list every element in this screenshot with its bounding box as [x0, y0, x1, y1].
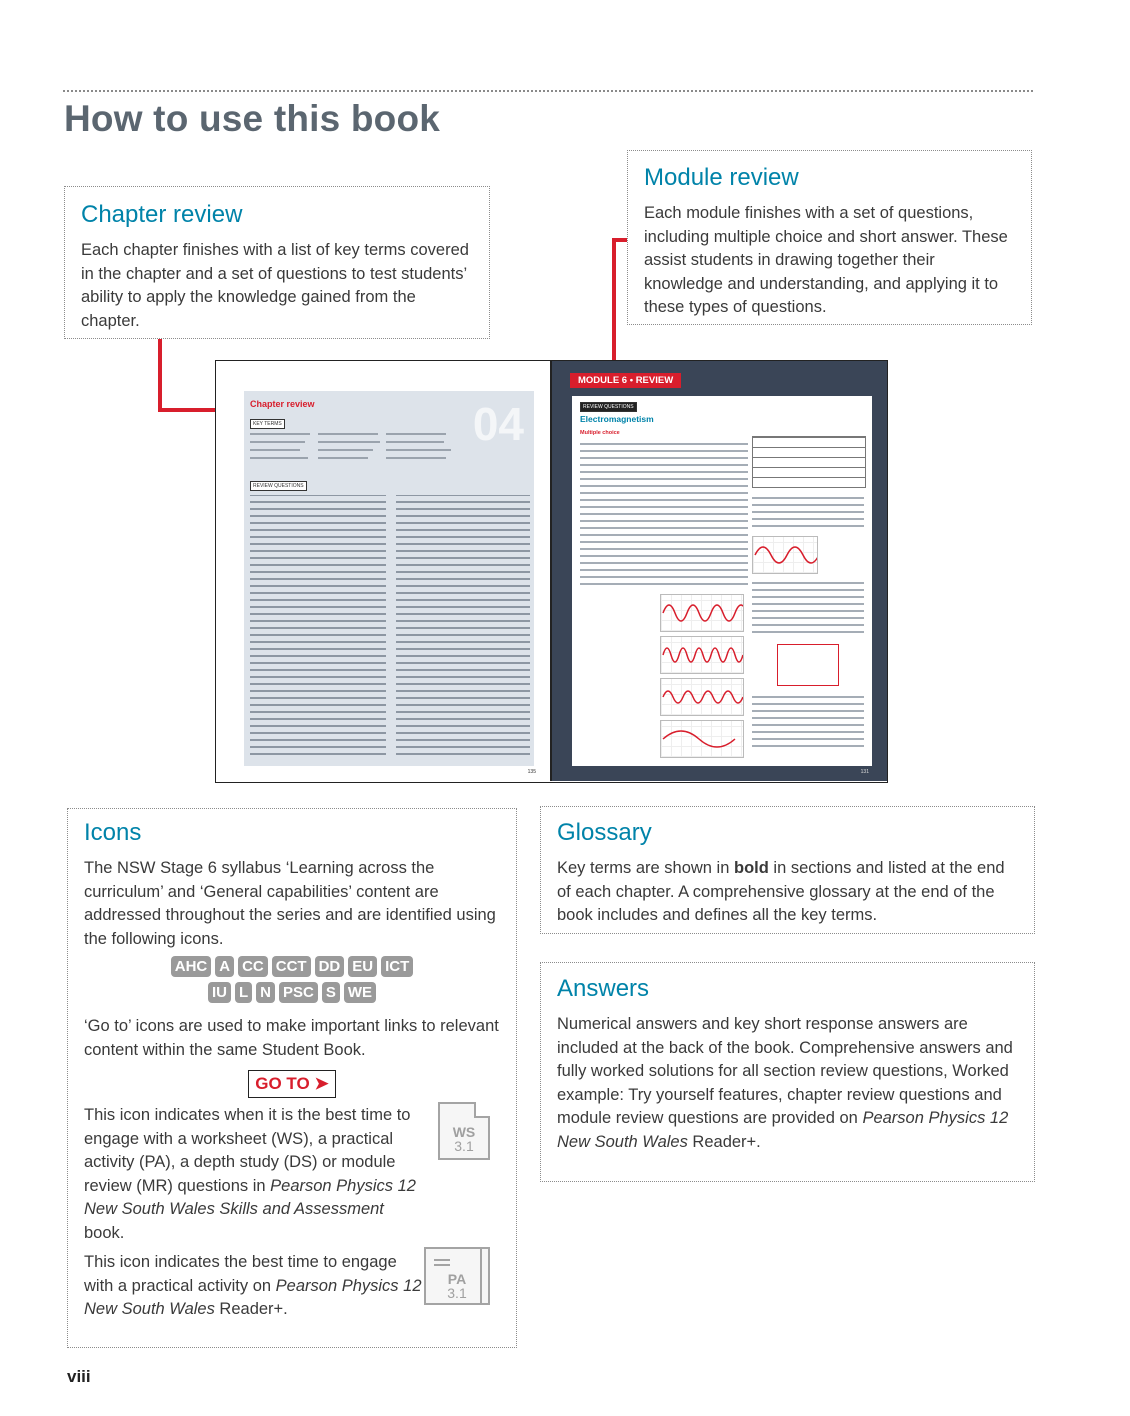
- text-line: [318, 441, 380, 443]
- badge-cct-icon: CCT: [272, 956, 311, 977]
- spread-right-wave-graph-c: [660, 678, 744, 716]
- text-line: [250, 433, 310, 435]
- pa-icon-code: PA: [447, 1271, 467, 1287]
- ws-text-italic: Pearson Physics 12 New South Wales Skills and Assessment: [84, 1176, 416, 1218]
- glossary-text: [557, 857, 1018, 928]
- worksheet-icon-description: [84, 1104, 424, 1245]
- module-review-text: Each module finishes with a set of questions, including multiple choice and short answer. These assist students in drawing together their knowledge and understanding, and applying it to these types of questions.: [644, 204, 1008, 316]
- ws-text-b: book.: [84, 1223, 125, 1242]
- ws-icon-code: WS: [452, 1124, 476, 1140]
- ws-icon-num: 3.1: [454, 1138, 474, 1154]
- goto-description: ‘Go to’ icons are used to make important links to relevant content within the same Student Book.: [84, 1017, 499, 1059]
- goto-arrow-icon: ➤: [314, 1074, 329, 1093]
- text-line: [386, 441, 444, 443]
- spread-right-title: Electromagnetism: [580, 414, 654, 424]
- badge-ict-icon: ICT: [381, 956, 413, 977]
- badge-dd-icon: DD: [315, 956, 345, 977]
- badge-we-icon: WE: [344, 982, 376, 1003]
- spread-right-panel: [572, 396, 872, 766]
- lines-icon: [434, 1259, 450, 1261]
- badge-row-2: [84, 982, 500, 1003]
- icons-box: [67, 808, 517, 1348]
- pa-text-b: Reader+.: [214, 1300, 288, 1318]
- practical-icon-description: [84, 1251, 424, 1322]
- spread-right-wave-graph: [752, 536, 818, 574]
- badge-n-icon: N: [256, 982, 275, 1003]
- spread-right-text-column-2: [752, 492, 864, 532]
- glossary-text-a: Key terms are shown in: [557, 859, 734, 877]
- practical-activity-document-icon: [424, 1247, 490, 1305]
- module-review-box: [627, 150, 1032, 325]
- goto-icon: [248, 1070, 335, 1098]
- wave-icon: [661, 637, 743, 673]
- badge-s-icon: S: [322, 982, 340, 1003]
- text-line: [318, 433, 378, 435]
- spread-right-page: [552, 361, 887, 781]
- text-line: [386, 449, 451, 451]
- worksheet-document-icon: [438, 1102, 490, 1160]
- spread-review-questions-tag: REVIEW QUESTIONS: [250, 481, 307, 491]
- answers-box: [540, 962, 1035, 1182]
- glossary-heading: Glossary: [557, 819, 652, 846]
- answers-text: [557, 1013, 1018, 1154]
- chapter-connector-vertical: [158, 339, 162, 411]
- glossary-text-bold: bold: [734, 859, 769, 877]
- spread-left-page: [216, 361, 552, 781]
- spread-key-terms-tag: KEY TERMS: [250, 419, 285, 429]
- badge-a-icon: A: [215, 956, 234, 977]
- answers-text-a: Numerical answers and key short response answers are included at the back of the book. Comprehensive answers and fully worked solutions for all section review questions, Worked example: Try yourself features, chapter review questions and module review questions are provided on: [557, 1015, 1013, 1127]
- text-line: [386, 457, 446, 459]
- spread-left-heading: Chapter review: [250, 399, 315, 409]
- badge-l-icon: L: [235, 982, 252, 1003]
- spread-right-wave-graph-d: [660, 720, 744, 758]
- badge-ahc-icon: AHC: [171, 956, 212, 977]
- spread-left-folio: 135: [527, 769, 536, 775]
- text-line: [250, 449, 300, 451]
- chapter-review-heading: Chapter review: [81, 201, 243, 228]
- pa-text-a: This icon indicates the best time to engage with a practical activity on: [84, 1253, 397, 1295]
- badge-cc-icon: CC: [238, 956, 268, 977]
- page-folio: viii: [67, 1367, 91, 1386]
- icons-heading: Icons: [84, 819, 142, 846]
- ws-text-a: This icon indicates when it is the best time to engage with a worksheet (WS), a practical activity (PA), a depth study (DS) or module review (MR) questions in: [84, 1106, 411, 1195]
- spread-chapter-number: 04: [472, 398, 524, 450]
- module-review-heading: Module review: [644, 164, 799, 191]
- wave-icon: [661, 595, 743, 631]
- goto-icon-wrap: [84, 1070, 500, 1098]
- answers-heading: Answers: [557, 975, 650, 1002]
- text-line: [250, 441, 305, 443]
- spread-right-text-column: [580, 440, 748, 590]
- glossary-box: [540, 806, 1035, 934]
- page-title: How to use this book: [64, 98, 441, 139]
- spread-right-text-column-3: [752, 578, 864, 638]
- text-line: [250, 457, 308, 459]
- page-fold-icon: [474, 1102, 490, 1118]
- answers-text-b: Reader+.: [687, 1132, 761, 1151]
- spread-left-panel: [244, 391, 534, 766]
- module-connector-vertical: [612, 238, 616, 366]
- spread-right-tag: REVIEW QUESTIONS: [580, 402, 637, 412]
- pa-icon-num: 3.1: [447, 1285, 467, 1301]
- wave-icon: [661, 679, 743, 715]
- answers-text-italic: Pearson Physics 12 New South Wales: [557, 1109, 1009, 1151]
- spread-right-subtitle: Multiple choice: [580, 430, 620, 436]
- badge-row-1: [84, 956, 500, 977]
- spread-right-text-column-4: [752, 692, 864, 752]
- icons-intro-text: The NSW Stage 6 syllabus ‘Learning across the curriculum’ and ‘General capabilities’ content are addressed throughout the series and are identified using the following icons.: [84, 859, 496, 948]
- text-line: [318, 457, 368, 459]
- spread-right-wave-graph-a: [660, 594, 744, 632]
- chapter-review-text: Each chapter finishes with a list of key terms covered in the chapter and a set of questions to test students’ ability to apply the knowledge gained from the chapter.: [81, 241, 469, 330]
- text-line: [386, 433, 446, 435]
- spread-right-folio: 131: [860, 769, 869, 775]
- spread-left-text-columns: [250, 495, 530, 760]
- wave-icon: [753, 537, 817, 573]
- spread-right-wave-graph-b: [660, 636, 744, 674]
- spread-right-table: [752, 436, 866, 488]
- spread-right-circuit: [777, 644, 839, 686]
- goto-label: GO TO: [255, 1074, 310, 1093]
- sample-spread-image: [215, 360, 888, 783]
- top-dotted-rule: [63, 90, 1033, 92]
- badge-eu-icon: EU: [348, 956, 377, 977]
- glossary-text-b: in sections and listed at the end of each chapter. A comprehensive glossary at the end of the book includes and defines all the key terms.: [557, 859, 1005, 924]
- wave-icon: [661, 721, 743, 757]
- chapter-review-box: [64, 186, 490, 339]
- text-line: [318, 449, 373, 451]
- badge-iu-icon: IU: [208, 982, 231, 1003]
- badge-psc-icon: PSC: [279, 982, 318, 1003]
- pa-text-italic: Pearson Physics 12 New South Wales: [84, 1276, 422, 1318]
- spread-module-banner: MODULE 6 • REVIEW: [570, 373, 681, 388]
